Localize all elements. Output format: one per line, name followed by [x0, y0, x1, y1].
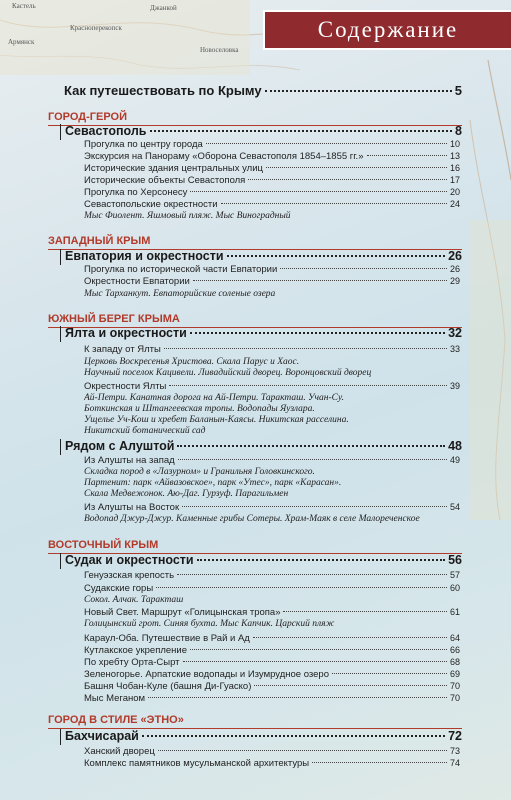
toc-text: Рядом с Алуштой	[65, 439, 175, 453]
leader-dots	[177, 445, 445, 447]
toc-sub-entry[interactable]	[84, 199, 460, 211]
toc-text: 54	[449, 502, 460, 512]
toc-sub-entry[interactable]	[84, 455, 460, 467]
toc-text: 13	[449, 151, 460, 161]
leader-dots	[164, 348, 447, 349]
toc-text: 70	[449, 693, 460, 703]
toc-sub-entry[interactable]	[84, 151, 460, 163]
toc-text: Генуэзская крепость	[84, 570, 175, 581]
leader-dots	[169, 385, 447, 386]
toc-note: Партенит: парк «Айвазовское», парк «Утес», парк «Карасан».	[84, 478, 342, 488]
toc-text: 26	[448, 249, 462, 263]
section-heading: ЮЖНЫЙ БЕРЕГ КРЫМА	[48, 313, 462, 328]
section-heading: ГОРОД-ГЕРОЙ	[48, 111, 462, 126]
toc-text: 29	[449, 276, 460, 286]
leader-dots	[190, 649, 447, 650]
toc-text: Ялта и окрестности	[65, 326, 187, 340]
toc-city-entry[interactable]	[60, 439, 462, 455]
toc-text: К западу от Ялты	[84, 344, 161, 355]
toc-entry-page: 5	[454, 83, 462, 98]
toc-note: Никитский ботанический сад	[84, 426, 206, 436]
toc-text: 72	[448, 729, 462, 743]
toc-text: 20	[449, 187, 460, 197]
toc-text: Судак и окрестности	[65, 553, 194, 567]
section-heading: ЗАПАДНЫЙ КРЫМ	[48, 235, 462, 250]
toc-text: 66	[449, 645, 460, 655]
leader-dots	[265, 90, 452, 92]
leader-dots	[266, 167, 447, 168]
toc-text: 17	[449, 175, 460, 185]
toc-city-entry[interactable]	[60, 729, 462, 745]
toc-text: 70	[449, 681, 460, 691]
toc-sub-entry[interactable]	[84, 163, 460, 175]
toc-text: Зеленогорье. Арпатские водопады и Изумрудное озеро	[84, 669, 329, 680]
toc-text: 68	[449, 657, 460, 667]
toc-sub-entry[interactable]	[84, 669, 460, 681]
map-label: Кастель	[12, 2, 36, 10]
toc-sub-entry[interactable]	[84, 175, 460, 187]
toc-city-entry[interactable]	[60, 553, 462, 569]
toc-text: 49	[449, 455, 460, 465]
toc-text: Кутлакское укрепление	[84, 645, 188, 656]
toc-text: 33	[449, 344, 460, 354]
toc-sub-entry[interactable]	[84, 381, 460, 393]
toc-sub-entry[interactable]	[84, 693, 460, 705]
toc-note: Складка пород в «Лазурном» и Гранильня Головкинского.	[84, 467, 315, 477]
page-title: Содержание	[263, 10, 511, 50]
toc-text: Караул-Оба. Путешествие в Рай и Ад	[84, 633, 250, 644]
section-heading: ВОСТОЧНЫЙ КРЫМ	[48, 539, 462, 554]
toc-note: Научный поселок Кацивели. Ливадийский дворец. Воронцовский дворец	[84, 368, 372, 378]
toc-note: Водопад Джур-Джур. Каменные грибы Сотеры. Храм-Маяк в селе Малореченское	[84, 514, 420, 524]
toc-text: Исторические здания центральных улиц	[84, 163, 263, 174]
toc-note: Голицынский грот. Синяя бухта. Мыс Капчик. Царский пляж	[84, 619, 335, 629]
leader-dots	[178, 459, 447, 460]
toc-text: 32	[448, 326, 462, 340]
toc-text: Окрестности Ялты	[84, 381, 167, 392]
toc-text: 24	[449, 199, 460, 209]
toc-text: Евпатория и окрестности	[65, 249, 224, 263]
toc-note: Сокол. Алчак. Таракташ	[84, 595, 184, 605]
toc-sub-entry[interactable]	[84, 276, 460, 288]
toc-sub-entry[interactable]	[84, 264, 460, 276]
leader-dots	[142, 735, 445, 737]
toc-city-entry[interactable]	[60, 124, 462, 140]
leader-dots	[150, 130, 453, 132]
leader-dots	[206, 143, 447, 144]
toc-note: Боткинская и Штангеевская тропы. Водопады Яузлара.	[84, 404, 315, 414]
toc-text: 69	[449, 669, 460, 679]
toc-sub-entry[interactable]	[84, 570, 460, 582]
toc-entry-label: Как путешествовать по Крыму	[64, 83, 262, 98]
toc-text: 16	[449, 163, 460, 173]
toc-sub-entry[interactable]	[84, 583, 460, 595]
toc-sub-entry[interactable]	[84, 344, 460, 356]
toc-text: Из Алушты на запад	[84, 455, 175, 466]
leader-dots	[182, 506, 447, 507]
toc-text: Исторические объекты Севастополя	[84, 175, 246, 186]
toc-note: Ущелье Уч-Кош и хребет Баланын-Каясы. Никитская расселина.	[84, 415, 349, 425]
leader-dots	[177, 574, 447, 575]
toc-text: Судакские горы	[84, 583, 154, 594]
toc-sub-entry[interactable]	[84, 645, 460, 657]
toc-entry-intro[interactable]	[64, 83, 462, 99]
map-label: Джанкой	[150, 4, 177, 12]
leader-dots	[193, 280, 447, 281]
toc-text: 48	[448, 439, 462, 453]
leader-dots	[190, 332, 445, 334]
toc-text: Комплекс памятников мусульманской архитектуры	[84, 758, 310, 769]
toc-text: 26	[449, 264, 460, 274]
toc-text: Прогулка по Херсонесу	[84, 187, 188, 198]
toc-text: 60	[449, 583, 460, 593]
toc-sub-entry[interactable]	[84, 758, 460, 770]
toc-city-entry[interactable]	[60, 326, 462, 342]
leader-dots	[148, 697, 447, 698]
toc-sub-entry[interactable]	[84, 139, 460, 151]
toc-sub-entry[interactable]	[84, 633, 460, 645]
toc-text: Экскурсия на Панораму «Оборона Севастополя 1854–1855 гг.»	[84, 151, 364, 162]
toc-text: Ханский дворец	[84, 746, 155, 757]
toc-text: 39	[449, 381, 460, 391]
leader-dots	[367, 155, 447, 156]
leader-dots	[221, 203, 447, 204]
leader-dots	[248, 179, 447, 180]
toc-text: Окрестности Евпатории	[84, 276, 190, 287]
toc-text: Бахчисарай	[65, 729, 139, 743]
toc-text: Севастопольские окрестности	[84, 199, 218, 210]
leader-dots	[280, 268, 447, 269]
leader-dots	[312, 762, 447, 763]
map-label: Красноперекопск	[70, 24, 122, 32]
leader-dots	[190, 191, 447, 192]
toc-note: Мыс Фиолент. Яшмовый пляж. Мыс Виноградный	[84, 211, 291, 221]
toc-text: 56	[448, 553, 462, 567]
toc-text: Мыс Меганом	[84, 693, 146, 704]
leader-dots	[183, 661, 447, 662]
toc-sub-entry[interactable]	[84, 187, 460, 199]
toc-text: 74	[449, 758, 460, 768]
toc-text: Новый Свет. Маршрут «Голицынская тропа»	[84, 607, 281, 618]
toc-sub-entry[interactable]	[84, 502, 460, 514]
toc-sub-entry[interactable]	[84, 746, 460, 758]
toc-city-entry[interactable]	[60, 249, 462, 265]
toc-text: 61	[449, 607, 460, 617]
leader-dots	[283, 611, 447, 612]
city-label: Севастополь	[65, 124, 147, 138]
toc-note: Ай-Петри. Канатная дорога на Ай-Петри. Таракташ. Учан-Су.	[84, 393, 344, 403]
toc-text: По хребту Орта-Сырт	[84, 657, 180, 668]
toc-text: Из Алушты на Восток	[84, 502, 180, 513]
toc-sub-entry[interactable]	[84, 657, 460, 669]
leader-dots	[254, 685, 447, 686]
toc-text: Прогулка по исторической части Евпатории	[84, 264, 278, 275]
leader-dots	[156, 587, 447, 588]
leader-dots	[158, 750, 447, 751]
toc-sub-entry[interactable]	[84, 607, 460, 619]
toc-note: Мыс Тарханкут. Евпаторийские соленые озера	[84, 289, 276, 299]
leader-dots	[227, 255, 446, 257]
city-page: 8	[455, 124, 462, 138]
toc-text: 10	[449, 139, 460, 149]
leader-dots	[253, 637, 447, 638]
toc-text: 73	[449, 746, 460, 756]
leader-dots	[197, 559, 445, 561]
toc-note: Церковь Воскресенья Христова. Скала Парус и Хаос.	[84, 357, 300, 367]
section-heading: ГОРОД В СТИЛЕ «ЭТНО»	[48, 714, 462, 729]
toc-text: 64	[449, 633, 460, 643]
toc-note: Скала Медвежонок. Аю-Даг. Гурзуф. Парагильмен	[84, 489, 289, 499]
leader-dots	[332, 673, 447, 674]
map-label: Армянск	[8, 38, 35, 46]
toc-text: Башня Чобан-Куле (башня Ди-Гуаско)	[84, 681, 252, 692]
toc-text: 57	[449, 570, 460, 580]
toc-text: Прогулка по центру города	[84, 139, 203, 150]
toc-sub-entry[interactable]	[84, 681, 460, 693]
map-label: Новоселовка	[200, 46, 239, 54]
